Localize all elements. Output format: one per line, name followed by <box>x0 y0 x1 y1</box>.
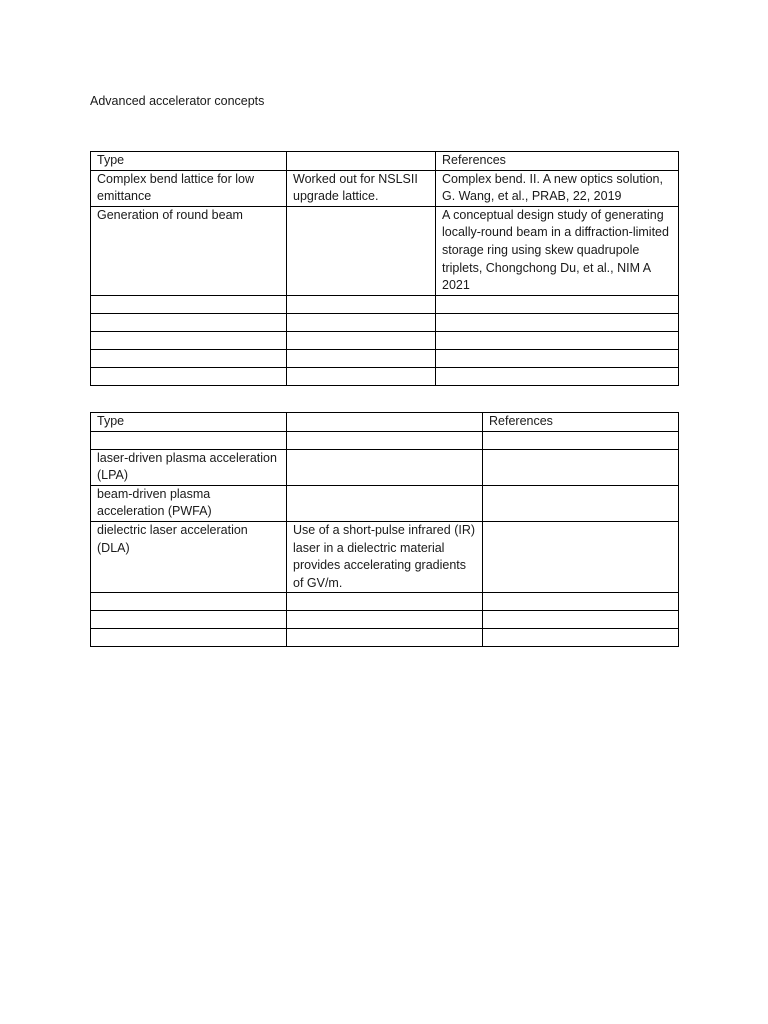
table-cell <box>287 367 436 385</box>
table-cell: beam-driven plasma acceleration (PWFA) <box>91 485 287 521</box>
table-cell <box>483 485 679 521</box>
table-cell: Use of a short-pulse infrared (IR) laser in a dielectric material provides accelerating gradients of GV/m. <box>287 521 483 592</box>
table-cell: A conceptual design study of generating locally-round beam in a diffraction-limited storage ring using skew quadrupole triplets, Chongchong Du, et al., NIM A 2021 <box>436 206 679 295</box>
table-cell <box>436 295 679 313</box>
header-cell-description <box>287 413 483 432</box>
table-cell: Complex bend lattice for low emittance <box>91 170 287 206</box>
table-cell <box>91 593 287 611</box>
table-cell <box>287 313 436 331</box>
table-row <box>91 521 679 592</box>
table-cell <box>91 611 287 629</box>
table-row <box>91 206 679 295</box>
table-cell: Generation of round beam <box>91 206 287 295</box>
header-cell-type: Type <box>91 152 287 171</box>
table-cell <box>483 431 679 449</box>
table-cell <box>483 629 679 647</box>
document-heading: Advanced accelerator concepts <box>90 94 265 108</box>
table-cell <box>483 593 679 611</box>
table-cell <box>436 313 679 331</box>
table-cell <box>287 629 483 647</box>
table-cell <box>91 367 287 385</box>
table-cell <box>91 349 287 367</box>
table-header-row <box>91 413 679 432</box>
header-cell-references: References <box>436 152 679 171</box>
table-cell <box>287 349 436 367</box>
accelerator-concepts-table-2 <box>90 412 679 647</box>
table-cell: dielectric laser acceleration (DLA) <box>91 521 287 592</box>
table-cell <box>483 449 679 485</box>
table-cell <box>287 449 483 485</box>
table-row <box>91 485 679 521</box>
table-cell: Complex bend. II. A new optics solution, G. Wang, et al., PRAB, 22, 2019 <box>436 170 679 206</box>
table-cell <box>436 349 679 367</box>
table-cell <box>91 431 287 449</box>
table-cell: laser-driven plasma acceleration (LPA) <box>91 449 287 485</box>
table-cell <box>436 367 679 385</box>
table-header-row <box>91 152 679 171</box>
header-cell-description <box>287 152 436 171</box>
table-cell <box>483 611 679 629</box>
table-row <box>91 295 679 313</box>
table-row <box>91 313 679 331</box>
table-row <box>91 593 679 611</box>
table-cell <box>287 485 483 521</box>
table-cell <box>287 431 483 449</box>
table-cell <box>436 331 679 349</box>
table-row <box>91 431 679 449</box>
table-row <box>91 629 679 647</box>
table-cell <box>287 593 483 611</box>
table-cell <box>91 629 287 647</box>
table-cell <box>91 313 287 331</box>
table-row <box>91 449 679 485</box>
table-row <box>91 611 679 629</box>
table-cell <box>91 295 287 313</box>
accelerator-concepts-table-1 <box>90 151 679 386</box>
table-cell: Worked out for NSLSII upgrade lattice. <box>287 170 436 206</box>
header-cell-references: References <box>483 413 679 432</box>
table-row <box>91 367 679 385</box>
header-cell-type: Type <box>91 413 287 432</box>
table-row <box>91 349 679 367</box>
table-cell <box>287 331 436 349</box>
table-row <box>91 331 679 349</box>
table-row <box>91 170 679 206</box>
table-cell <box>287 206 436 295</box>
table-cell <box>287 295 436 313</box>
table-cell <box>483 521 679 592</box>
table-cell <box>287 611 483 629</box>
table-cell <box>91 331 287 349</box>
